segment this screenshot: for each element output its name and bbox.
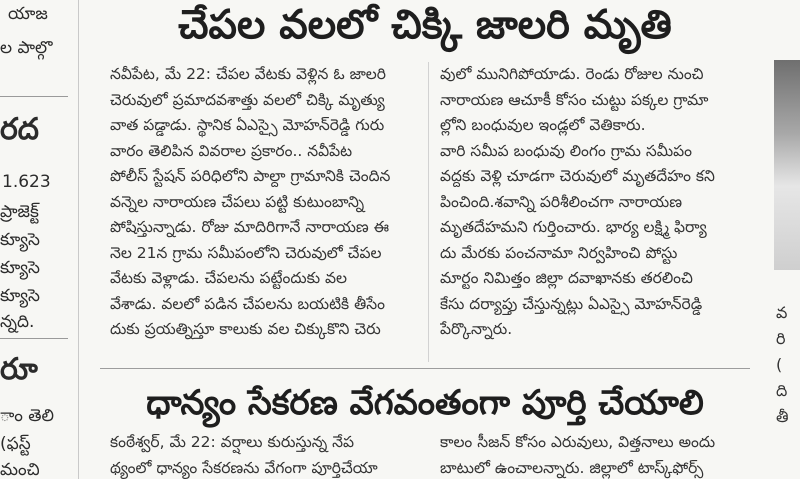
right-text-line: ది — [776, 381, 788, 400]
left-text-line: ాం తెలి — [0, 406, 54, 426]
right-text — [776, 300, 789, 430]
body-line: కాలం సీజన్ కోసం ఎరువులు, విత్తనాలు అందు — [440, 433, 716, 451]
left-text-line: (ఫస్ట్ — [0, 434, 31, 454]
right-text-line: రి — [776, 329, 786, 348]
body-line: మృతదేహమని గుర్తించారు. భార్య లక్ష్మి ఫిర్యా — [440, 218, 707, 236]
article-body-left — [110, 62, 422, 343]
body-line: వాత పడ్డాడు. స్థానిక ఏఎస్సై మోహన్‌రెడ్డి గురు — [110, 116, 385, 134]
article-column-divider — [428, 62, 429, 362]
left-text-line: క్యూసె — [0, 286, 40, 306]
body-line: ల్లోని బంధువుల ఇండ్లలో వెతికారు. — [440, 116, 646, 134]
left-text-line: 1.623 — [2, 172, 51, 192]
article-headline-2: ధాన్యం సేకరణ వేగవంతంగా పూర్తి చేయాలి — [146, 383, 704, 423]
left-text-line: ప్రాజెక్ట్ — [0, 202, 39, 222]
body-line: పేర్కొన్నారు. — [440, 320, 513, 338]
left-text-line: యాజ — [8, 4, 48, 24]
body-line: వద్దకు వెళ్లి చూడగా చెరువులో మృతదేహం కని — [440, 167, 715, 185]
body-line: దు మేరకు పంచనామా నిర్వహించి పోస్టు — [440, 243, 678, 262]
left-divider — [0, 96, 68, 97]
body-line: పించింది.శవాన్ని పరిశీలించగా నారాయణ — [440, 192, 683, 211]
article2-body-left — [110, 430, 422, 479]
partial-photo — [774, 60, 800, 270]
article-body-right — [440, 62, 752, 343]
left-heading: రూ — [0, 352, 38, 387]
article-separator — [100, 368, 750, 369]
body-line: పోషిస్తున్నాడు. రోజు మాదిరిగానే నారాయణ ఈ — [110, 218, 390, 236]
left-text-line: క్యూసె — [0, 258, 40, 278]
body-line: బాటులో ఉంచాలన్నారు. జిల్లాలో టాస్క్‌ఫోర్స్ — [440, 458, 704, 477]
body-line: వులో మునిగిపోయాడు. రెండు రోజుల నుంచి — [440, 65, 704, 83]
column-divider — [78, 0, 79, 479]
body-line: థ్యంలో ధాన్యం సేకరణను వేగంగా పూర్తిచేయా — [110, 458, 378, 477]
article-headline: చేపల వలలో చిక్కి జాలరి మృతి — [178, 2, 672, 48]
body-line: చెరువులో ప్రమాదవశాత్తు వలలో చిక్కి మృత్యు — [110, 90, 385, 109]
body-line: నవీపేట, మే 22: చేపల వేటకు వెళ్లిన ఓ జాలరి — [110, 65, 386, 83]
body-line: కేసు దర్యాప్తు చేస్తున్నట్లు ఏఎస్సై మోహన్‌రెడ్డి — [440, 294, 703, 313]
body-line: వన్నెల నారాయణ చేపలు పట్టి కుటుంబాన్ని — [110, 192, 365, 211]
left-text-line: క్యూసె — [0, 230, 40, 250]
body-line: వారి సమీప బంధువు లింగం గ్రామ సమీపం — [440, 141, 692, 160]
body-line: వారం తెలిపిన వివరాల ప్రకారం.. నవీపేట — [110, 141, 353, 160]
left-heading: రద — [0, 112, 39, 147]
right-partial-column — [760, 0, 800, 479]
body-line: దుకు ప్రయత్నిస్తూ కాలుకు వల చిక్కుకొని చెరు — [110, 320, 381, 338]
left-partial-column — [0, 0, 68, 479]
right-text-line: వ — [776, 303, 788, 322]
body-line: నెల 21న గ్రామ సమీపంలోని చెరువులో చేపల — [110, 243, 382, 262]
body-line: నారాయణ ఆచూకీ కోసం చుట్టు పక్కల గ్రామా — [440, 90, 709, 109]
right-text-line: ( — [776, 355, 783, 374]
left-text-line: ల పాల్గొ — [0, 38, 53, 58]
body-line: పోలీస్ స్టేషన్ పరిధిలోని పాల్దా గ్రామానికి చెందిన — [110, 167, 391, 185]
body-line: కంఠేశ్వర్, మే 22: వర్షాలు కురుస్తున్న నేప — [110, 433, 355, 451]
article2-body-right — [440, 430, 752, 479]
left-text-line: న్నది. — [0, 312, 35, 332]
right-text-line: తీ — [776, 407, 789, 426]
left-text-line: మంచి — [0, 460, 40, 479]
body-line: వేశాడు. వలలో పడిన చేపలను బయటికి తీసేం — [110, 294, 385, 313]
body-line: వేటకు వెళ్లాడు. చేపలను పట్టేందుకు వల — [110, 269, 348, 287]
body-line: మార్టం నిమిత్తం జిల్లా దవాఖానకు తరలించి — [440, 269, 693, 287]
left-divider — [0, 338, 68, 339]
